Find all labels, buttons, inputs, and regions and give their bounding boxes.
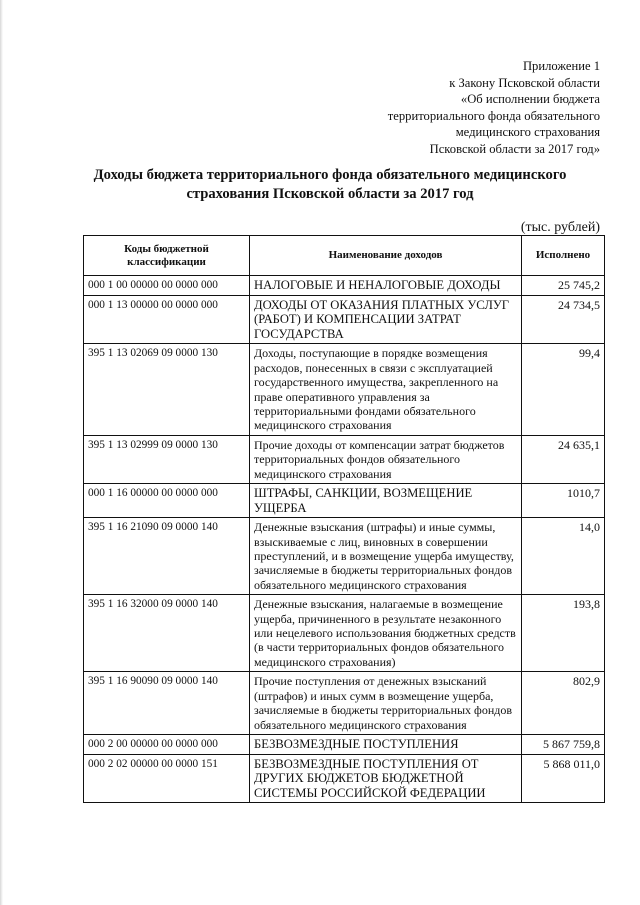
cell-name: ШТРАФЫ, САНКЦИИ, ВОЗМЕЩЕНИЕ УЩЕРБА [250, 484, 522, 518]
appendix-line: территориального фонда обязательного [387, 108, 600, 123]
cell-name: Прочие поступления от денежных взысканий (штрафов) и иных сумм в возмещение ущерба, зачисляемые в бюджеты территориальных фондов обязательного медицинского страхования [250, 672, 522, 735]
cell-code: 000 2 00 00000 00 0000 000 [84, 734, 250, 754]
cell-amount: 802,9 [522, 672, 605, 735]
cell-amount: 25 745,2 [522, 276, 605, 296]
table-row [84, 595, 605, 672]
cell-name: БЕЗВОЗМЕЗДНЫЕ ПОСТУПЛЕНИЯ [250, 734, 522, 754]
cell-code: 395 1 16 90090 09 0000 140 [84, 672, 250, 735]
table-row [84, 344, 605, 435]
appendix-note [388, 58, 600, 158]
cell-amount: 14,0 [522, 518, 605, 595]
cell-code: 000 2 02 00000 00 0000 151 [84, 754, 250, 803]
cell-name: Доходы, поступающие в порядке возмещения расходов, понесенных в связи с эксплуатацией государственного имущества, закрепленного на праве оперативного управления за территориальными фондами обязательного медицинского страхования [250, 344, 522, 435]
appendix-line: медицинского страхования [455, 125, 600, 140]
cell-name: Денежные взыскания (штрафы) и иные суммы, взыскиваемые с лиц, виновных в совершении преступлений, и в возмещение ущерба имуществу, зачисляемые в бюджеты территориальных фондов обязательного медицинского страхования [250, 518, 522, 595]
appendix-line: Приложение 1 [522, 59, 600, 73]
cell-amount: 24 635,1 [522, 435, 605, 483]
document-title-line: страхования Псковской области за 2017 год [186, 186, 474, 202]
units-label: (тыс. рублей) [520, 220, 600, 235]
table-row [84, 435, 605, 483]
cell-amount: 24 734,5 [522, 295, 605, 344]
table-row [84, 276, 605, 296]
cell-code: 395 1 13 02999 09 0000 130 [84, 435, 250, 483]
document-title [60, 166, 600, 204]
cell-name: БЕЗВОЗМЕЗДНЫЕ ПОСТУПЛЕНИЯ ОТ ДРУГИХ БЮДЖЕТОВ БЮДЖЕТНОЙ СИСТЕМЫ РОССИЙСКОЙ ФЕДЕРАЦИИ [250, 754, 522, 803]
table-row [84, 295, 605, 344]
header-code: Коды бюджетной классификации [84, 236, 250, 276]
scan-edge [0, 0, 3, 905]
cell-amount: 5 867 759,8 [522, 734, 605, 754]
cell-name: НАЛОГОВЫЕ И НЕНАЛОГОВЫЕ ДОХОДЫ [250, 276, 522, 296]
appendix-line: «Об исполнении бюджета [460, 92, 600, 107]
cell-code: 395 1 13 02069 09 0000 130 [84, 344, 250, 435]
table-row [84, 518, 605, 595]
cell-name: Прочие доходы от компенсации затрат бюджетов территориальных фондов обязательного медицинского страхования [250, 435, 522, 483]
table-header-row [84, 236, 605, 276]
cell-code: 000 1 13 00000 00 0000 000 [84, 295, 250, 344]
document-title-line: Доходы бюджета территориального фонда обязательного медицинского [93, 167, 567, 183]
table-row [84, 734, 605, 754]
cell-amount: 5 868 011,0 [522, 754, 605, 803]
cell-code: 395 1 16 21090 09 0000 140 [84, 518, 250, 595]
cell-amount: 99,4 [522, 344, 605, 435]
cell-code: 000 1 16 00000 00 0000 000 [84, 484, 250, 518]
cell-amount: 193,8 [522, 595, 605, 672]
cell-code: 000 1 00 00000 00 0000 000 [84, 276, 250, 296]
appendix-line: к Закону Псковской области [449, 75, 600, 90]
appendix-line: Псковской области за 2017 год» [429, 141, 600, 156]
cell-amount: 1010,7 [522, 484, 605, 518]
cell-name: Денежные взыскания, налагаемые в возмещение ущерба, причиненного в результате незаконного или нецелевого использования бюджетных средств (в части территориальных фондов обязательного медицинского страхования) [250, 595, 522, 672]
header-amount: Исполнено [522, 236, 605, 276]
cell-code: 395 1 16 32000 09 0000 140 [84, 595, 250, 672]
cell-name: ДОХОДЫ ОТ ОКАЗАНИЯ ПЛАТНЫХ УСЛУГ (РАБОТ) И КОМПЕНСАЦИИ ЗАТРАТ ГОСУДАРСТВА [250, 295, 522, 344]
table-row [84, 484, 605, 518]
income-table [83, 235, 605, 803]
header-name: Наименование доходов [250, 236, 522, 276]
table-row [84, 672, 605, 735]
table-row [84, 754, 605, 803]
